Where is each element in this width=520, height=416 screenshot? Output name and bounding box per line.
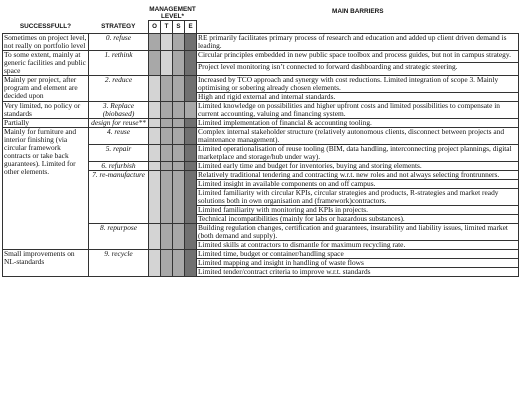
strategy-cell: design for reuse** xyxy=(89,118,149,127)
level-cell-e xyxy=(185,170,197,223)
successful-cell: Mainly for furniture and interior finishing (via circular framework contracts or take back guarantees). Limited for other elements. xyxy=(3,127,89,249)
barrier-cell: Limited operationalisation of reuse tooling (BIM, data handling, interconnecting project plannings, digital marketplace and storage/hub under way). xyxy=(197,144,519,161)
level-cell-e xyxy=(185,127,197,144)
strategy-cell: 5. repair xyxy=(89,144,149,161)
level-cell-o xyxy=(149,50,161,75)
level-cell-o xyxy=(149,127,161,144)
strategy-cell: 9. recycle xyxy=(89,249,149,276)
strategy-cell: 4. reuse xyxy=(89,127,149,144)
successful-cell: Very limited, no policy or standards xyxy=(3,101,89,118)
barrier-cell: Relatively traditional tendering and contracting w.r.t. new roles and not always selecting frontrunners. xyxy=(197,170,519,179)
successful-cell: Small improvements on NL-standards xyxy=(3,249,89,276)
level-cell-o xyxy=(149,75,161,101)
level-cell-o xyxy=(149,223,161,249)
level-cell-t xyxy=(161,249,173,276)
barrier-cell: Limited knowledge on possibilities and higher upfront costs and limited possibilities to compensate in current accounting, valuing and financing system. xyxy=(197,101,519,118)
level-cell-t xyxy=(161,101,173,118)
level-cell-o xyxy=(149,170,161,223)
strategy-cell: 8. repurpose xyxy=(89,223,149,249)
circular-strategies-table xyxy=(2,6,519,277)
successful-cell: To some extent, mainly at generic facilities and public space xyxy=(3,50,89,75)
level-cell-s xyxy=(173,170,185,223)
level-cell-e xyxy=(185,50,197,75)
level-cell-s xyxy=(173,249,185,276)
level-header-t: T xyxy=(161,21,173,34)
level-cell-s xyxy=(173,127,185,144)
level-cell-e xyxy=(185,75,197,101)
successful-cell: Partially xyxy=(3,118,89,127)
table-row xyxy=(3,118,519,127)
level-cell-s xyxy=(173,50,185,75)
level-cell-s xyxy=(173,144,185,161)
level-cell-e xyxy=(185,161,197,170)
level-cell-t xyxy=(161,144,173,161)
table-row xyxy=(3,50,519,63)
barrier-cell: Limited implementation of financial & accounting tooling. xyxy=(197,118,519,127)
barrier-cell: Limited familiarity with circular KPIs, circular strategies and products, R-strategies and market ready solutions both in own organisation and (framework)contractors. xyxy=(197,188,519,205)
table-row xyxy=(3,249,519,258)
table-row xyxy=(3,127,519,144)
strategy-cell: 0. refuse xyxy=(89,33,149,50)
barrier-cell: Limited skills at contractors to dismantle for maximum recycling rate. xyxy=(197,240,519,249)
level-cell-e xyxy=(185,101,197,118)
management-level-label: MANAGEMENT xyxy=(149,6,196,13)
level-cell-t xyxy=(161,33,173,50)
level-cell-s xyxy=(173,223,185,249)
level-cell-o xyxy=(149,161,161,170)
barrier-cell: Limited early time and budget for inventories, buying and storing elements. xyxy=(197,161,519,170)
level-header-e: E xyxy=(185,21,197,34)
barrier-cell: Circular principles embedded in new public space toolbox and process guides, but not in campus strategy. xyxy=(197,50,519,63)
barrier-cell: High and rigid external and internal standards. xyxy=(197,92,519,101)
barrier-cell: Limited time, budget or container/handling space xyxy=(197,249,519,258)
table-row xyxy=(3,75,519,92)
level-cell-t xyxy=(161,170,173,223)
level-cell-o xyxy=(149,249,161,276)
level-cell-t xyxy=(161,118,173,127)
barrier-cell: Limited familiarity with monitoring and KPIs in projects. xyxy=(197,205,519,214)
barrier-cell: Increased by TCO approach and synergy with cost reductions. Limited integration of scope 3. Mainly optimising or sobering already chosen elements. xyxy=(197,75,519,92)
level-header-s: S xyxy=(173,21,185,34)
level-cell-t xyxy=(161,161,173,170)
level-cell-t xyxy=(161,127,173,144)
management-level-header xyxy=(149,6,197,21)
level-cell-s xyxy=(173,33,185,50)
strategy-cell: 2. reduce xyxy=(89,75,149,101)
level-cell-s xyxy=(173,118,185,127)
level-cell-o xyxy=(149,118,161,127)
strategy-cell: 7. re-manufacture xyxy=(89,170,149,223)
level-cell-e xyxy=(185,249,197,276)
barrier-cell: Complex internal stakeholder structure (relatively autonomous clients, disconnect between projects and maintenance management). xyxy=(197,127,519,144)
level-cell-s xyxy=(173,101,185,118)
barrier-cell: Limited insight in available components on and off campus. xyxy=(197,179,519,188)
level-header-o: O xyxy=(149,21,161,34)
level-cell-e xyxy=(185,223,197,249)
barrier-cell: Project level monitoring isn’t connected to forward dashboarding and strategic steering. xyxy=(197,63,519,76)
level-cell-o xyxy=(149,101,161,118)
barrier-cell: Technical incompatibilities (mainly for labs or hazardous substances). xyxy=(197,214,519,223)
barrier-cell: Limited mapping and insight in handling of waste flows xyxy=(197,258,519,267)
barrier-cell: RE primarily facilitates primary process of research and education and added up client driven demand is leading. xyxy=(197,33,519,50)
barrier-cell: Limited tender/contract criteria to improve w.r.t. standards xyxy=(197,267,519,276)
level-cell-t xyxy=(161,223,173,249)
strategy-cell: 1. rethink xyxy=(89,50,149,75)
successful-cell: Sometimes on project level, not really on portfolio level xyxy=(4,33,87,50)
level-cell-s xyxy=(173,161,185,170)
table-row xyxy=(3,33,519,50)
barrier-cell: Building regulation changes, certification and guarantees, insurability and liability issues, limited market (both demand and supply). xyxy=(197,223,519,240)
level-cell-t xyxy=(161,75,173,101)
successful-header: SUCCESSFULL? xyxy=(19,23,72,30)
level-cell-e xyxy=(185,144,197,161)
strategy-cell: 3. Replace (biobased) xyxy=(89,101,149,118)
table-row xyxy=(3,101,519,118)
table-body xyxy=(3,33,519,276)
level-cell-e xyxy=(185,33,197,50)
main-barriers-header: MAIN BARRIERS xyxy=(332,8,384,15)
level-cell-s xyxy=(173,75,185,101)
level-cell-o xyxy=(149,144,161,161)
level-cell-e xyxy=(185,118,197,127)
successful-cell: Mainly per project, after program and element are decided upon xyxy=(3,75,89,101)
strategy-header: STRATEGY xyxy=(101,23,136,30)
strategy-cell: 6. refurbish xyxy=(89,161,149,170)
level-cell-t xyxy=(161,50,173,75)
management-level-label-2: LEVEL* xyxy=(160,13,185,20)
level-cell-o xyxy=(149,33,161,50)
